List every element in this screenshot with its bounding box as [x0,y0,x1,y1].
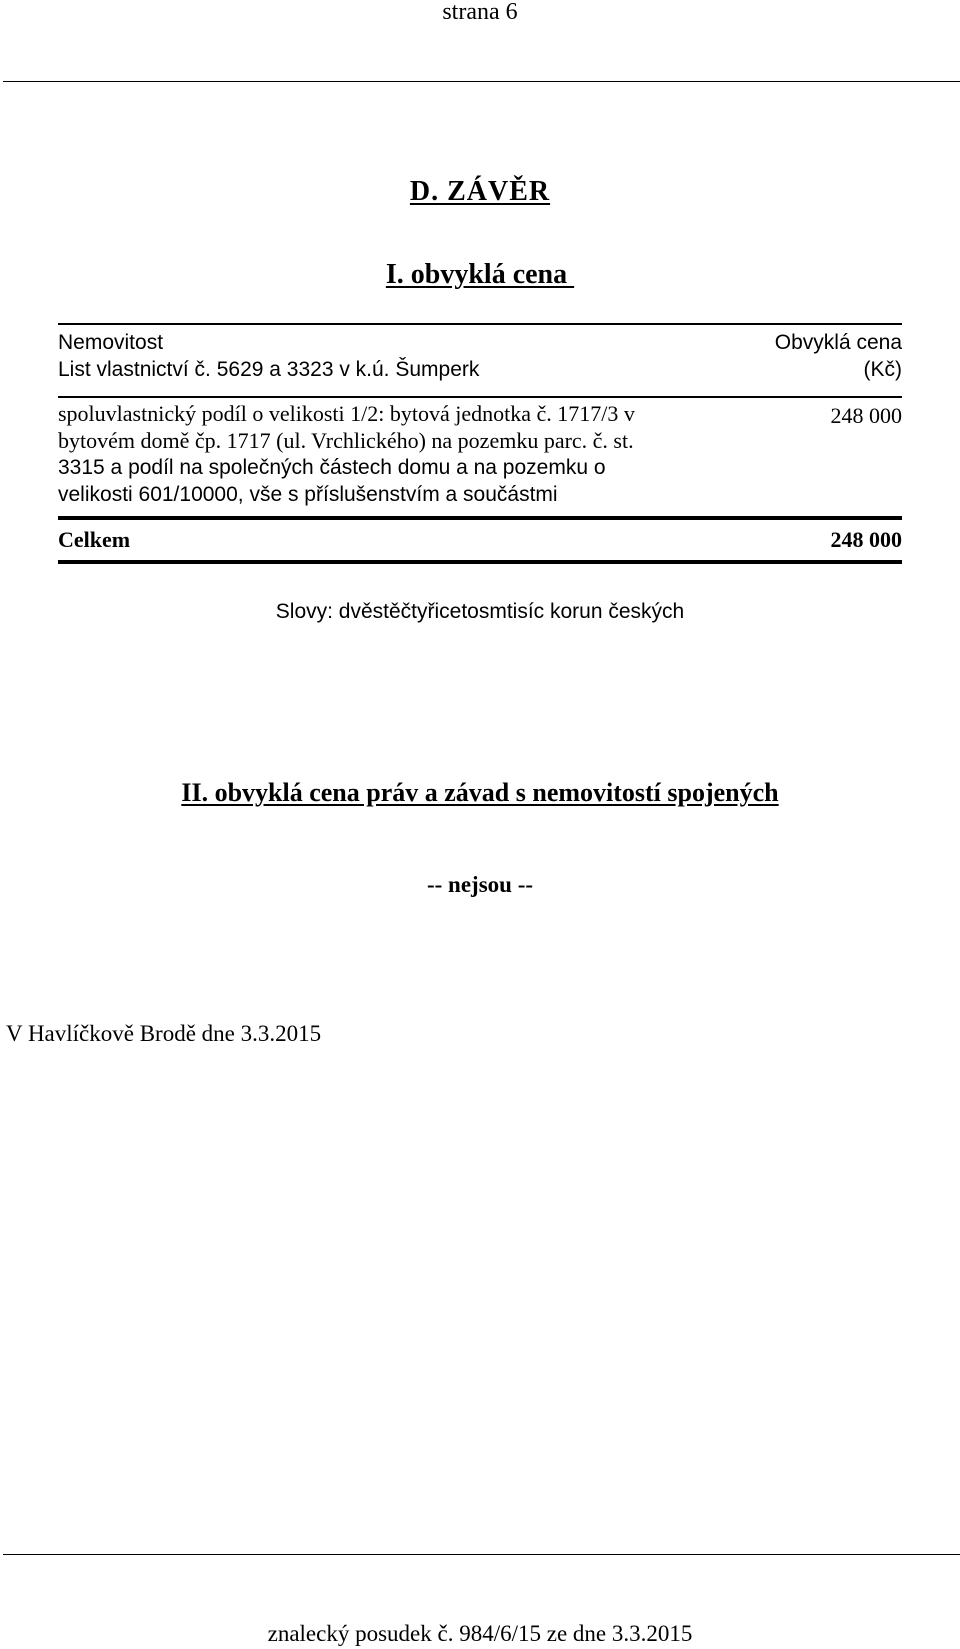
section-ii-content: -- nejsou -- [426,872,534,897]
section-ii-heading [0,777,960,809]
valuation-table [58,323,902,565]
table-header-price: Obvyklá cena [774,331,902,354]
description-line: spoluvlastnický podíl o velikosti 1/2: bytová jednotka č. 1717/3 v [58,401,635,426]
total-label: Celkem [58,527,131,552]
table-header-rule [58,396,902,398]
table-header-property: Nemovitost [58,331,164,354]
page-number: strana 6 [442,0,518,25]
section-i-title: I. obvyklá cena [385,259,575,290]
total-bottom-rule [58,560,902,564]
place-and-date: V Havlíčkově Brodě dne 3.3.2015 [6,1021,322,1046]
description-line: 3315 a podíl na společných částech domu a na pozemku o [58,456,606,479]
section-i-heading [0,258,960,292]
header-divider [3,81,960,82]
table-row-value: 248 000 [830,403,902,428]
table-header-ownership: List vlastnictví č. 5629 a 3323 v k.ú. Šumperk [58,358,480,381]
table-header-currency: (Kč) [863,358,902,381]
amount-in-words: Slovy: dvěstěčtyřicetosmtisíc korun českých [275,600,685,623]
section-d-heading [0,175,960,209]
section-d-title: D. ZÁVĚR [409,176,551,207]
description-line: bytovém domě čp. 1717 (ul. Vrchlického) na pozemku parc. č. st. [58,428,634,453]
table-top-rule [58,323,902,325]
table-row-description [58,400,718,508]
total-top-rule [58,516,902,520]
section-ii-title: II. obvyklá cena práv a závad s nemovitostí spojených [181,778,779,807]
footer-reference: znalecký posudek č. 984/6/15 ze dne 3.3.2015 [267,1621,693,1646]
total-value: 248 000 [830,527,902,552]
footer-divider [3,1554,960,1555]
description-line: velikosti 601/10000, vše s příslušenstvím a součástmi [58,483,558,506]
